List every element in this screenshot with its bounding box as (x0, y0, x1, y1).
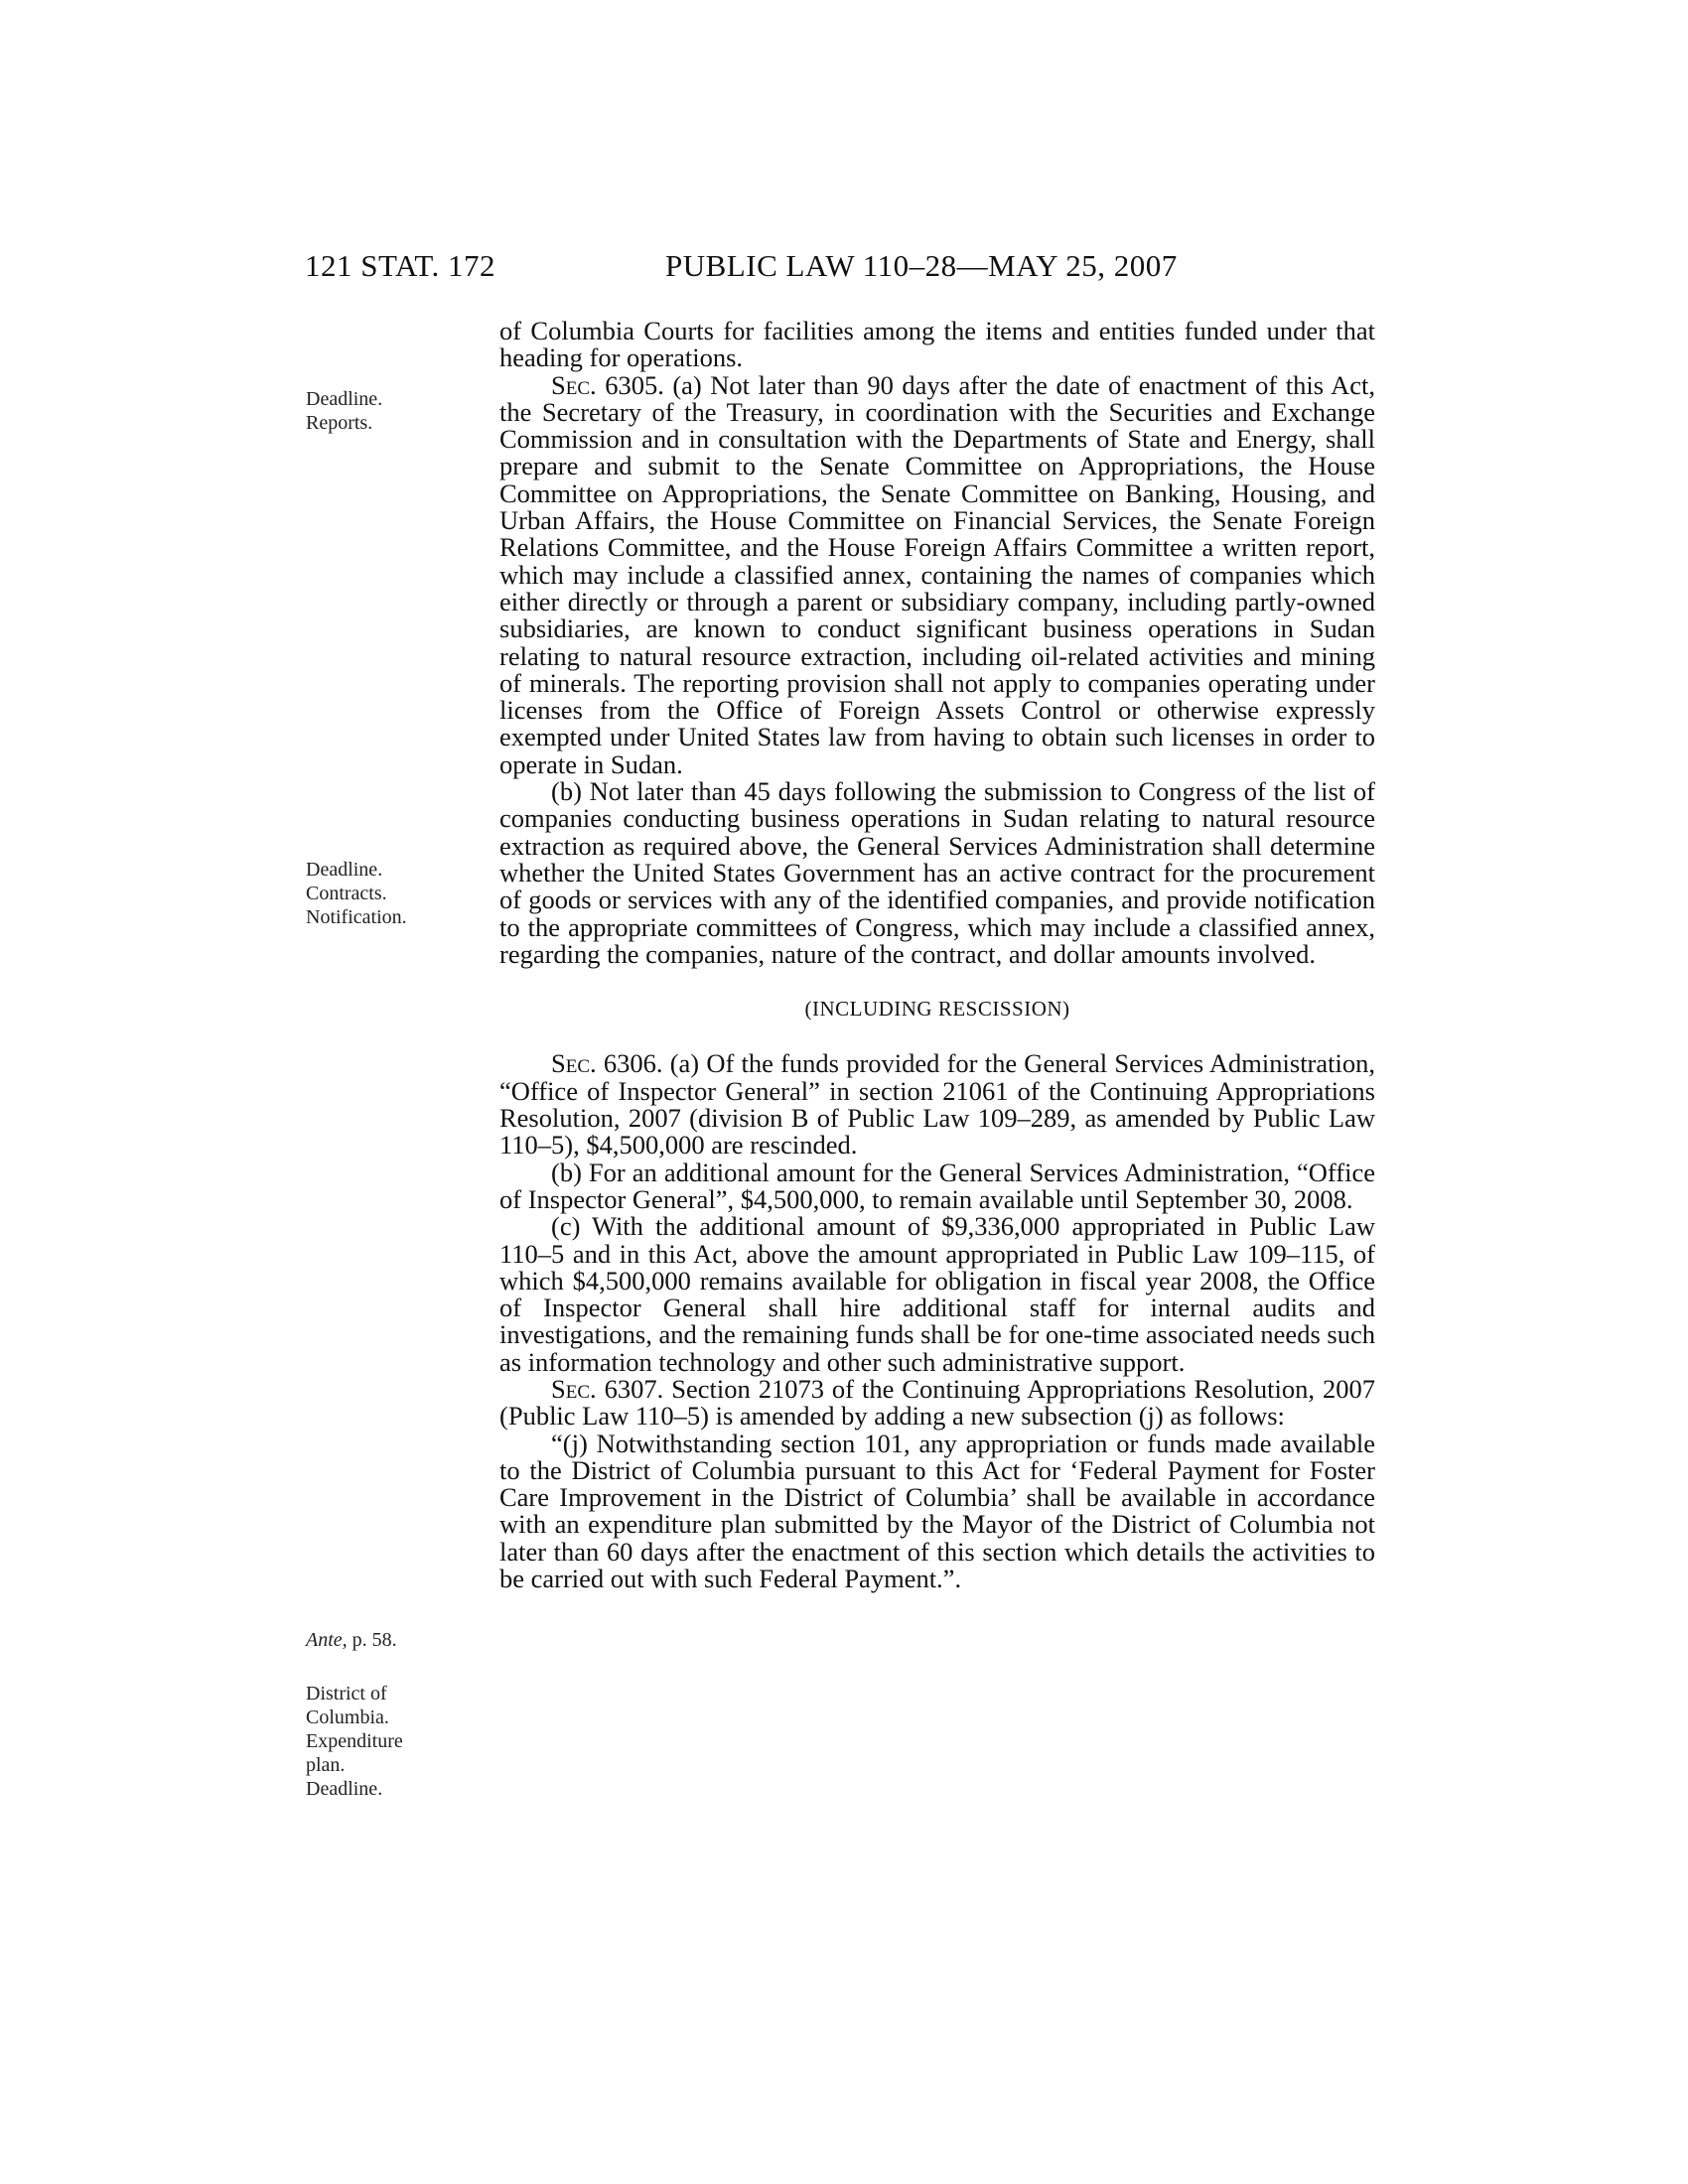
sec-label: Sec. (551, 369, 597, 400)
margin-note-line: plan. (306, 1754, 346, 1776)
margin-note-line: Contracts. (306, 883, 387, 904)
margin-note-line: Reports. (306, 412, 373, 434)
margin-note-line: Expenditure (306, 1730, 403, 1752)
margin-note-italic: Ante, (306, 1629, 348, 1651)
section-6306-b: (b) For an additional amount for the General Services Administration, “Office of Inspector General”, $4,500,000, to remain available until September 30, 2008. (499, 1157, 1375, 1214)
margin-note-line: District of (306, 1683, 387, 1705)
section-6305-b: (b) Not later than 45 days following the submission to Congress of the list of companies conducting business operations in Sudan relating to natural resource extraction as required above, the General Services Administration shall determine whether the United States Government has an active contract for the procurement of goods or services with any of the identified companies, and provide notification to the appropriate committees of Congress, which may include a classified annex, regarding the companies, nature of the contract, and dollar amounts involved. (499, 776, 1375, 969)
sec-label: Sec. (551, 1373, 597, 1404)
section-6307 (499, 1373, 1375, 1432)
margin-note-district-columbia (306, 1682, 403, 1801)
margin-note-line: Columbia. (306, 1706, 389, 1728)
sec-label: Sec. (551, 1048, 597, 1079)
paragraph-text: 6307. Section 21073 of the Continuing Appropriations Resolution, 2007 (Public Law 110–5) is amended by adding a new subsection (j) as follows: (499, 1373, 1375, 1432)
running-title: PUBLIC LAW 110–28—MAY 25, 2007 (665, 248, 1178, 283)
section-heading: (INCLUDING RESCISSION) (804, 997, 1070, 1022)
section-6306-a (499, 1050, 1375, 1159)
page-header (305, 248, 1375, 288)
margin-note-page-ref: p. 58. (347, 1629, 397, 1651)
margin-note-line: Deadline. (306, 388, 383, 410)
paragraph-continuation: of Columbia Courts for facilities among the items and entities funded under that heading for operations. (499, 316, 1375, 373)
main-text (499, 318, 1375, 1592)
statute-page-number: 121 STAT. 172 (305, 248, 496, 283)
section-6306-c: (c) With the additional amount of $9,336,000 appropriated in Public Law 110–5 and in this Act, above the amount appropriated in Public Law 109–115, of which $4,500,000 remains available for obligation in fiscal year 2008, the Office of Inspector General shall hire additional staff for internal audits and investigations, and the remaining funds shall be for one-time associated needs such as information technology and other such administrative support. (499, 1211, 1375, 1377)
section-6305-a (499, 369, 1375, 779)
margin-note-line: Deadline. (306, 859, 383, 881)
margin-note-deadline-contracts (306, 858, 407, 929)
margin-note-line: Notification. (306, 906, 407, 928)
margin-note-line: Deadline. (306, 1778, 383, 1800)
paragraph-text: 6305. (a) Not later than 90 days after the date of enactment of this Act, the Secretary of the Treasury, in coordination with the Securities and Exchange Commission and in consultation with the Departments of State and Energy, shall prepare and submit to the Senate Committee on Appropriations, the House Committee on Appropriations, the Senate Committee on Banking, Housing, and Urban Affairs, the House Committee on Financial Services, the Senate Foreign Relations Committee, and the House Foreign Affairs Committee a written report, which may include a classified annex, containing the names of companies which either directly or through a parent or subsidiary company, including partly-owned subsidiaries, are known to conduct significant business operations in Sudan relating to natural resource extraction, including oil-related activities and mining of minerals. The reporting provision shall not apply to companies operating under licenses from the Office of Foreign Assets Control or otherwise expressly exempted under United States law from having to obtain such licenses in order to operate in Sudan. (499, 369, 1375, 779)
paragraph-text: 6306. (a) Of the funds provided for the General Services Administration, “Office of Inspector General” in section 21061 of the Continuing Appropriations Resolution, 2007 (division B of Public Law 109–289, as amended by Public Law 110–5), $4,500,000 are rescinded. (499, 1048, 1375, 1160)
margin-note-ante (306, 1628, 397, 1652)
section-6307-j: “(j) Notwithstanding section 101, any appropriation or funds made available to the District of Columbia pursuant to this Act for ‘Federal Payment for Foster Care Improvement in the District of Columbia’ shall be available in accordance with an expenditure plan submitted by the Mayor of the District of Columbia not later than 60 days after the enactment of this section which details the activities to be carried out with such Federal Payment.”. (499, 1428, 1375, 1594)
margin-note-deadline-reports (306, 387, 382, 435)
